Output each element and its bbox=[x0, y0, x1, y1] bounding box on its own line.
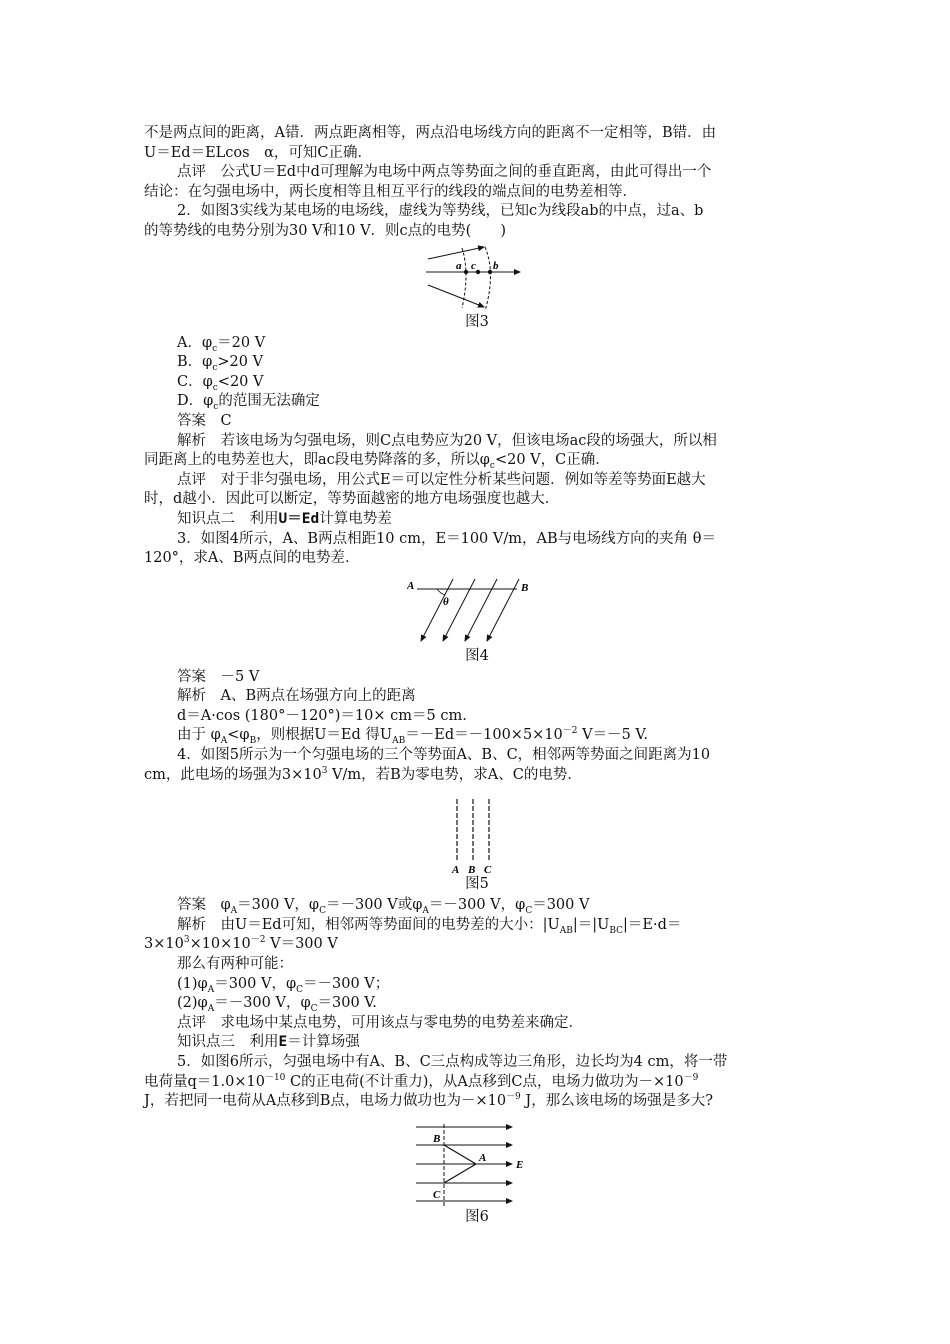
question-5: 电荷量$q=1.0\times 10^{-10}$ C的正电荷(不计重力)，从A点移到C点，电场力做功为$-\times 10^{-9}$ bbox=[144, 1072, 699, 1090]
figure-3-diagram bbox=[422, 245, 532, 313]
label-c: c bbox=[471, 259, 476, 272]
question-4-analysis: 那么有两种可能： bbox=[177, 956, 293, 973]
question-2-analysis: 同距离上的电势差也大，即ac段电势降落的多，所以$\varphi_c<20$ V，C正确． bbox=[144, 452, 610, 472]
option-b: B．$\varphi_c>20$ V bbox=[177, 354, 264, 374]
label-theta: θ bbox=[443, 595, 449, 608]
question-4: 4．如图5所示为一个匀强电场的三个等势面A、B、C，相邻两等势面之间距离为10 bbox=[177, 747, 711, 764]
label-B: B bbox=[468, 864, 476, 876]
label-A: A bbox=[407, 579, 415, 592]
label-A: A bbox=[479, 1151, 487, 1164]
label-B: B bbox=[521, 581, 529, 594]
label-C: C bbox=[484, 864, 492, 876]
label-E: E bbox=[516, 1158, 524, 1171]
document-page bbox=[144, 124, 810, 1229]
question-5: 5．如图6所示，匀强电场中有A、B、C三点构成等边三角形，边长均为4 cm，将一带 bbox=[177, 1054, 728, 1070]
label-B: B bbox=[433, 1132, 441, 1145]
label-b: b bbox=[493, 259, 499, 272]
question-2-comment: 点评 对于非匀强电场，用公式E＝可以定性分析某些问题．例如等差等势面E越大 bbox=[177, 471, 706, 488]
text-line: 点评 公式U＝Ed中d可理解为电场中两点等势面之间的垂直距离，由此可得出一个 bbox=[177, 164, 712, 181]
figure-3 bbox=[144, 245, 810, 332]
question-2-comment: 时，d越小．因此可以断定，等势面越密的地方电场强度也越大． bbox=[144, 491, 560, 508]
question-4-analysis: $(1)\varphi_A=300$ V，$\varphi_C=-300$ V； bbox=[177, 975, 390, 995]
question-3: 120°，求A、B两点间的电势差． bbox=[144, 550, 360, 567]
question-3-analysis: 由于 $\varphi_A<\varphi_B$，则根据U＝Ed 得$U_{AB}=-Ed=-100\times 5\times 10^{-2}$ V＝－5 V. bbox=[177, 726, 648, 747]
figure-6-diagram bbox=[412, 1124, 542, 1208]
figure-5 bbox=[144, 797, 810, 894]
question-3-answer: 答案 －5 V bbox=[177, 668, 260, 685]
question-3: 3．如图4所示，A、B两点相距10 cm，E＝100 V/m，AB与电场线方向的夹角 θ＝ bbox=[177, 530, 716, 547]
knowledge-point-3: 知识点三 利用E＝计算场强 bbox=[177, 1034, 360, 1051]
question-2: 2．如图3实线为某电场的电场线，虚线为等势线，已知c为线段ab的中点，过a、b bbox=[177, 203, 704, 220]
figure-6 bbox=[144, 1124, 810, 1227]
question-4-analysis: $(2)\varphi_A=-300$ V，$\varphi_C=300$ V. bbox=[177, 995, 377, 1015]
label-A: A bbox=[452, 864, 460, 876]
text-line: 结论：在匀强电场中，两长度相等且相互平行的线段的端点间的电势差相等． bbox=[144, 183, 637, 200]
question-4-analysis: $3\times 10^3\times 10\times 10^{-2}$ V＝300 V bbox=[144, 935, 338, 953]
label-C: C bbox=[433, 1188, 441, 1201]
question-2-analysis: 解析 若该电场为匀强电场，则C点电势应为20 V，但该电场ac段的场强大，所以相 bbox=[177, 432, 717, 449]
figure-4-caption: 图4 bbox=[465, 647, 489, 664]
question-4-comment: 点评 求电场中某点电势，可用该点与零电势的电势差来确定． bbox=[177, 1014, 583, 1031]
question-3-analysis: 解析 A、B两点在场强方向上的距离 bbox=[177, 688, 416, 705]
option-d: D．$\varphi_c$的范围无法确定 bbox=[177, 393, 320, 413]
label-a: a bbox=[456, 259, 462, 272]
knowledge-point-2: 知识点二 利用U＝Ed计算电势差 bbox=[177, 510, 392, 527]
option-c: C．$\varphi_c<20$ V bbox=[177, 373, 264, 393]
text-line: U＝Ed＝ELcos α，可知C正确． bbox=[144, 144, 372, 161]
question-4-answer: 答案 $\varphi_A=300$ V，$\varphi_C=-300$ V或$\varphi_A=-300$ V，$\varphi_C=300$ V bbox=[177, 897, 590, 917]
figure-4-diagram bbox=[407, 575, 547, 647]
question-5: J，若把同一电荷从A点移到B点，电场力做功也为$-\times 10^{-9}$ J，那么该电场的场强是多大? bbox=[144, 1092, 713, 1110]
figure-3-caption: 图3 bbox=[465, 313, 489, 330]
question-2-answer: 答案 C bbox=[177, 412, 232, 429]
figure-4 bbox=[144, 575, 810, 666]
text-line: 的等势线的电势分别为30 V和10 V．则c点的电势( ) bbox=[144, 222, 506, 239]
text-line: 不是两点间的距离，A错．两点距离相等，两点沿电场线方向的距离不一定相等，B错．由 bbox=[144, 125, 717, 141]
figure-5-diagram bbox=[447, 797, 507, 875]
question-4: cm，此电场的场强为$3\times 10^3$ V/m，若B为零电势，求A、C的电势． bbox=[144, 765, 582, 783]
figure-5-caption: 图5 bbox=[465, 876, 489, 893]
question-3-analysis: d＝A·cos (180°－120°)＝10× cm＝5 cm. bbox=[177, 707, 467, 724]
option-a: A．$\varphi_c=20$ V bbox=[177, 334, 266, 354]
question-2-options bbox=[144, 334, 810, 412]
figure-6-caption: 图6 bbox=[465, 1208, 489, 1225]
question-4-analysis: 解析 由U＝Ed可知，相邻两等势面间的电势差的大小：$|U_{AB}|=|U_{BC}|=E\cdot d=$ bbox=[177, 916, 682, 936]
